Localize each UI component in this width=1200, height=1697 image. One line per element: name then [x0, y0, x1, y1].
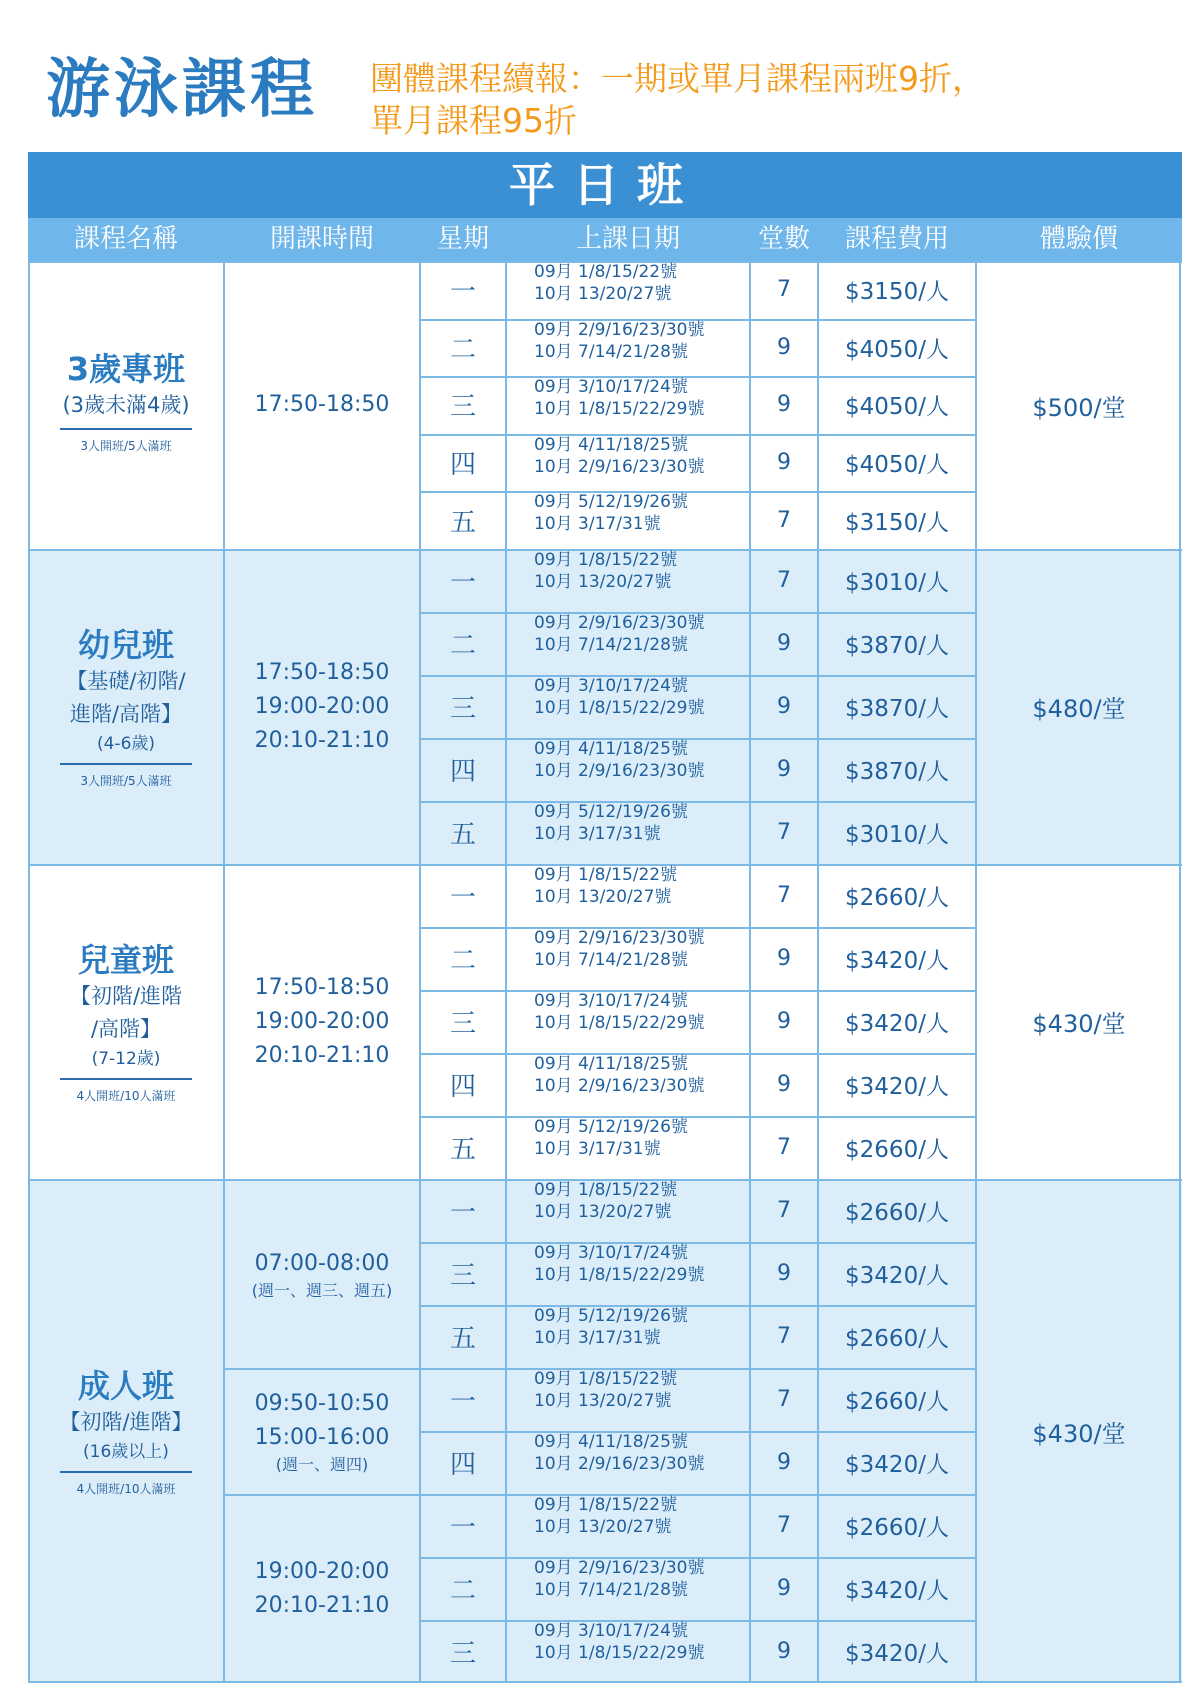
dates-october: 10月 3/17/31號	[534, 824, 661, 844]
course-fee: $2660/人	[845, 1389, 949, 1415]
course-name: 幼兒班	[77, 625, 174, 664]
dates-cell	[506, 738, 750, 801]
session-count: 9	[777, 1576, 791, 1601]
course-capacity: 4人開班/10人滿班	[76, 1481, 176, 1496]
class-time: 07:00-08:00	[254, 1250, 390, 1276]
course-fee: $3420/人	[845, 1452, 949, 1478]
weekday-cell: 二	[449, 946, 476, 976]
session-count: 9	[777, 694, 791, 719]
course-fee: $3010/人	[845, 822, 949, 848]
column-divider	[975, 261, 977, 1683]
session-count: 9	[777, 946, 791, 971]
course-fee: $3420/人	[845, 1263, 949, 1289]
dates-cell	[506, 1242, 750, 1305]
dates-october: 10月 2/9/16/23/30號	[534, 456, 705, 477]
course-name-cell	[28, 349, 224, 454]
schedule-table	[28, 261, 1182, 1697]
dates-september: 09月 3/10/17/24號	[534, 676, 688, 696]
course-fee: $3870/人	[845, 633, 949, 659]
dates-october: 10月 1/8/15/22/29號	[534, 1265, 705, 1285]
dates-cell	[506, 801, 750, 864]
page-title: 游泳課程	[46, 53, 318, 127]
dates-cell	[506, 675, 750, 738]
course-age: (4-6歲)	[96, 733, 156, 754]
column-header-time: 開課時間	[269, 224, 374, 254]
course-level: /高階】	[90, 1016, 162, 1041]
dates-cell	[506, 927, 750, 990]
table-header-row	[28, 218, 1182, 261]
schedule-banner: 平日班	[28, 152, 1182, 218]
course-level: 【基礎/初階/	[66, 668, 186, 693]
course-fee: $4050/人	[845, 452, 949, 479]
session-count: 7	[777, 1387, 791, 1412]
class-time: 17:50-18:50	[254, 392, 390, 417]
course-name: 3歲專班	[66, 349, 186, 388]
dates-cell	[506, 1620, 750, 1683]
session-count: 7	[777, 568, 791, 593]
dates-september: 09月 4/11/18/25號	[534, 739, 688, 759]
weekday-cell: 三	[449, 1639, 476, 1669]
session-count: 7	[777, 883, 791, 908]
weekday-cell: 一	[449, 1513, 476, 1543]
course-level: (3歲未滿4歲)	[62, 392, 190, 417]
column-header-sessions: 堂數	[757, 224, 810, 254]
session-count: 7	[777, 1135, 791, 1160]
class-time: 17:50-18:50	[254, 659, 390, 685]
course-name-cell	[28, 940, 224, 1104]
class-time: 19:00-20:00	[254, 1008, 390, 1034]
course-name-cell	[28, 1366, 224, 1497]
dates-october: 10月 13/20/27號	[534, 1202, 672, 1222]
column-divider	[28, 261, 30, 1683]
weekday-cell: 一	[449, 1198, 476, 1228]
dates-october: 10月 3/17/31號	[534, 1139, 661, 1159]
session-count: 7	[777, 1324, 791, 1349]
session-count: 9	[777, 392, 791, 418]
course-fee: $3010/人	[845, 570, 949, 596]
dates-cell	[506, 864, 750, 927]
weekday-cell: 三	[449, 1009, 476, 1039]
column-divider	[817, 261, 819, 1683]
class-time: 19:00-20:00	[254, 1558, 390, 1584]
dates-cell	[506, 491, 750, 549]
dates-september: 09月 4/11/18/25號	[534, 1432, 688, 1452]
course-fee: $3150/人	[845, 279, 949, 306]
course-fee: $3420/人	[845, 1641, 949, 1667]
class-time: 15:00-16:00	[254, 1425, 390, 1450]
class-time: 20:10-21:10	[254, 1592, 390, 1618]
dates-september: 09月 2/9/16/23/30號	[534, 928, 705, 948]
dates-october: 10月 7/14/21/28號	[534, 635, 688, 655]
weekday-cell: 一	[449, 568, 476, 598]
dates-cell	[506, 549, 750, 612]
class-time: 19:00-20:00	[254, 693, 390, 719]
dates-september: 09月 3/10/17/24號	[534, 991, 688, 1011]
dates-september: 09月 2/9/16/23/30號	[534, 1558, 705, 1578]
dates-september: 09月 4/11/18/25號	[534, 1054, 688, 1074]
weekday-cell: 四	[449, 757, 476, 787]
course-fee: $2660/人	[845, 1326, 949, 1352]
dates-september: 09月 5/12/19/26號	[534, 1117, 688, 1137]
dates-september: 09月 1/8/15/22號	[534, 262, 678, 282]
dates-cell	[506, 1557, 750, 1620]
course-fee: $3420/人	[845, 1011, 949, 1037]
dates-october: 10月 1/8/15/22/29號	[534, 1643, 705, 1663]
course-capacity: 4人開班/10人滿班	[76, 1088, 176, 1103]
weekday-cell: 三	[449, 392, 476, 423]
session-count: 7	[777, 277, 791, 303]
session-count: 9	[777, 1261, 791, 1286]
class-time: 09:50-10:50	[254, 1391, 390, 1416]
course-divider	[60, 428, 192, 430]
trial-price: $500/堂	[1032, 393, 1126, 422]
dates-september: 09月 1/8/15/22號	[534, 1495, 678, 1515]
weekday-cell: 一	[449, 883, 476, 913]
dates-september: 09月 1/8/15/22號	[534, 1369, 678, 1389]
column-header-trial: 體驗價	[1039, 224, 1118, 254]
class-time-note: (週一、週三、週五)	[251, 1280, 393, 1300]
session-count: 7	[777, 1198, 791, 1223]
session-count: 9	[777, 1009, 791, 1034]
class-time-note: (週一、週四)	[275, 1455, 369, 1474]
course-fee: $2660/人	[845, 1200, 949, 1226]
dates-october: 10月 1/8/15/22/29號	[534, 698, 705, 718]
dates-september: 09月 4/11/18/25號	[534, 434, 688, 455]
dates-october: 10月 3/17/31號	[534, 1328, 661, 1348]
course-age: (7-12歲)	[91, 1048, 161, 1069]
row-divider	[28, 1681, 1182, 1683]
course-name: 兒童班	[77, 940, 174, 979]
dates-cell	[506, 434, 750, 492]
weekday-cell: 四	[449, 1072, 476, 1102]
column-header-course: 課程名稱	[73, 224, 178, 254]
weekday-cell: 四	[449, 1450, 476, 1480]
dates-cell	[506, 1053, 750, 1116]
trial-price: $480/堂	[1032, 695, 1126, 723]
session-count: 9	[777, 631, 791, 656]
course-divider	[60, 1471, 192, 1473]
dates-cell	[506, 1116, 750, 1179]
course-fee: $3420/人	[845, 1074, 949, 1100]
course-capacity: 3人開班/5人滿班	[80, 438, 172, 453]
course-fee: $2660/人	[845, 1137, 949, 1163]
weekday-cell: 四	[449, 450, 476, 481]
dates-september: 09月 3/10/17/24號	[534, 1243, 688, 1263]
dates-october: 10月 13/20/27號	[534, 572, 672, 592]
course-divider	[60, 763, 192, 765]
dates-september: 09月 3/10/17/24號	[534, 1621, 688, 1641]
course-fee: $3420/人	[845, 948, 949, 974]
course-level: 進階/高階】	[69, 701, 183, 726]
course-fee: $3420/人	[845, 1578, 949, 1604]
class-times	[224, 1247, 420, 1301]
course-fee: $4050/人	[845, 336, 949, 363]
course-fee: $2660/人	[845, 885, 949, 911]
course-level: 【初階/進階	[69, 983, 183, 1008]
column-header-dates: 上課日期	[575, 224, 680, 254]
course-name: 成人班	[77, 1366, 174, 1405]
session-count: 9	[777, 1639, 791, 1664]
dates-october: 10月 2/9/16/23/30號	[534, 1454, 705, 1474]
dates-september: 09月 1/8/15/22號	[534, 865, 678, 885]
weekday-cell: 二	[449, 334, 476, 365]
course-level: 【初階/進階】	[59, 1409, 193, 1434]
weekday-cell: 一	[449, 277, 476, 308]
weekday-cell: 五	[449, 507, 476, 538]
course-capacity: 3人開班/5人滿班	[80, 773, 172, 788]
weekday-cell: 三	[449, 694, 476, 724]
session-count: 7	[777, 1513, 791, 1538]
class-times	[224, 656, 420, 758]
dates-cell	[506, 1494, 750, 1557]
dates-september: 09月 2/9/16/23/30號	[534, 613, 705, 633]
column-header-weekday: 星期	[436, 224, 489, 254]
dates-cell	[506, 1179, 750, 1242]
dates-cell	[506, 261, 750, 319]
dates-october: 10月 13/20/27號	[534, 1517, 672, 1537]
course-fee: $3870/人	[845, 759, 949, 785]
dates-october: 10月 1/8/15/22/29號	[534, 399, 705, 420]
weekday-cell: 一	[449, 1387, 476, 1417]
column-divider	[1179, 261, 1181, 1683]
dates-cell	[506, 990, 750, 1053]
class-times	[224, 1555, 420, 1623]
dates-october: 10月 2/9/16/23/30號	[534, 761, 705, 781]
dates-september: 09月 5/12/19/26號	[534, 1306, 688, 1326]
column-header-fee: 課程費用	[844, 224, 949, 254]
dates-october: 10月 7/14/21/28號	[534, 341, 688, 362]
class-times	[224, 1387, 420, 1475]
class-time: 20:10-21:10	[254, 1042, 390, 1068]
session-count: 9	[777, 1072, 791, 1097]
course-name-cell	[28, 625, 224, 789]
column-divider	[419, 261, 421, 1683]
course-age: (16歲以上)	[83, 1441, 169, 1462]
session-count: 9	[777, 1450, 791, 1475]
class-times	[224, 388, 420, 422]
course-fee: $2660/人	[845, 1515, 949, 1541]
trial-price: $430/堂	[1032, 1419, 1126, 1448]
dates-cell	[506, 319, 750, 377]
dates-september: 09月 3/10/17/24號	[534, 377, 688, 398]
class-time: 17:50-18:50	[254, 974, 390, 1000]
dates-october: 10月 3/17/31號	[534, 514, 661, 535]
dates-october: 10月 2/9/16/23/30號	[534, 1076, 705, 1096]
dates-cell	[506, 376, 750, 434]
dates-september: 09月 2/9/16/23/30號	[534, 319, 705, 340]
course-divider	[60, 1078, 192, 1080]
session-count: 9	[777, 450, 791, 476]
weekday-cell: 二	[449, 1576, 476, 1606]
dates-october: 10月 1/8/15/22/29號	[534, 1013, 705, 1033]
dates-september: 09月 1/8/15/22號	[534, 550, 678, 570]
dates-cell	[506, 1368, 750, 1431]
dates-cell	[506, 1305, 750, 1368]
course-fee: $3870/人	[845, 696, 949, 722]
class-times	[224, 971, 420, 1073]
dates-september: 09月 1/8/15/22號	[534, 1180, 678, 1200]
dates-october: 10月 13/20/27號	[534, 887, 672, 907]
dates-cell	[506, 612, 750, 675]
trial-price: $430/堂	[1032, 1010, 1126, 1038]
session-count: 7	[777, 507, 791, 533]
promo-text	[370, 58, 985, 142]
weekday-cell: 五	[449, 1135, 476, 1165]
course-fee: $3150/人	[845, 509, 949, 536]
dates-september: 09月 5/12/19/26號	[534, 492, 688, 513]
column-divider	[505, 261, 507, 1683]
dates-october: 10月 13/20/27號	[534, 284, 672, 304]
promo-line-1: 團體課程續報：一期或單月課程兩班9折，	[370, 59, 985, 98]
dates-october: 10月 13/20/27號	[534, 1391, 672, 1411]
class-time: 20:10-21:10	[254, 727, 390, 753]
dates-october: 10月 7/14/21/28號	[534, 1580, 688, 1600]
dates-october: 10月 7/14/21/28號	[534, 950, 688, 970]
weekday-cell: 三	[449, 1261, 476, 1291]
column-divider	[223, 261, 225, 1683]
session-count: 9	[777, 757, 791, 782]
session-count: 7	[777, 820, 791, 845]
course-fee: $4050/人	[845, 394, 949, 421]
weekday-cell: 五	[449, 1324, 476, 1354]
weekday-cell: 二	[449, 631, 476, 661]
session-count: 9	[777, 334, 791, 360]
dates-september: 09月 5/12/19/26號	[534, 802, 688, 822]
weekday-cell: 五	[449, 820, 476, 850]
promo-line-2: 單月課程95折	[370, 101, 577, 140]
column-divider	[749, 261, 751, 1683]
dates-cell	[506, 1431, 750, 1494]
